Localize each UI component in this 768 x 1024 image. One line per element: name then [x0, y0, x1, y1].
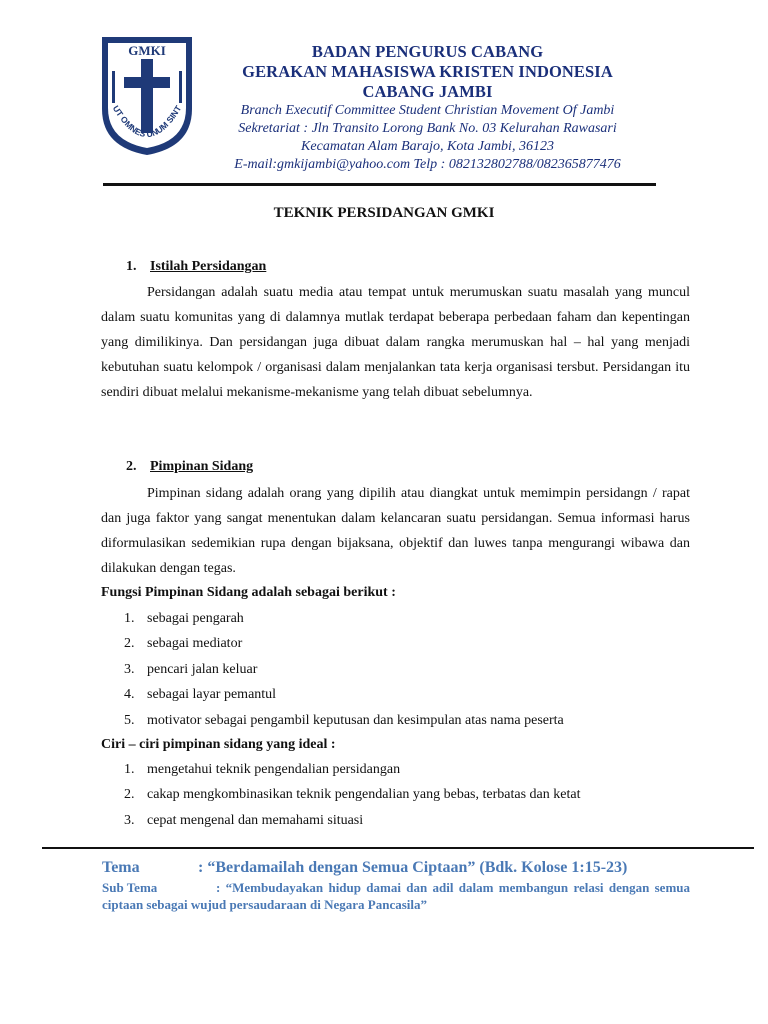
list-item: 5. motivator sebagai pengambil keputusan dan kesimpulan atas nama peserta	[124, 712, 564, 728]
section-2-heading	[126, 459, 253, 475]
logo-motto: UT OMNES UNUM SINT	[110, 103, 184, 140]
sub-line-1: Branch Executif Committee Student Christian Movement Of Jambi	[240, 103, 615, 118]
list-item: 2. cakap mengkombinasikan teknik pengendalian yang bebas, terbatas dan ketat	[124, 787, 581, 803]
ciri-title: Ciri – ciri pimpinan sidang yang ideal :	[101, 737, 336, 752]
list-item: 1. sebagai pengarah	[124, 611, 244, 626]
list-item: 3. pencari jalan keluar	[124, 661, 258, 677]
tema-label: Tema	[102, 859, 140, 876]
list-item: 1. mengetahui teknik pengendalian persidangan	[124, 762, 401, 777]
list-item: 2. sebagai mediator	[124, 636, 243, 652]
section-2-paragraph: Pimpinan sidang adalah orang yang dipilih atau diangkat untuk memimpin persidangn / rapat dan juga faktor yang sangat menentukan dalam kelancaran suatu persidangan. Semua informasi harus diformulasikan sedemikian rupa dengan bijaksana, objektif dan luwes tanpa mengurangi wibawa dan dilakukan dengan tegas.	[101, 486, 690, 576]
list-item: 4. sebagai layar pemantul	[124, 687, 277, 703]
org-line-1: BADAN PENGURUS CABANG	[311, 42, 544, 61]
section-2-title: Pimpinan Sidang	[150, 459, 254, 474]
section-1-paragraph: Persidangan adalah suatu media atau tempat untuk merumuskan suatu masalah yang muncul dalam suatu komunitas yang di dalamnya mutlak terdapat beberapa perbedaan faham dan kepentingan yang dimilikinya. Dan persidangan juga dibuat dalam rangka merumuskan hal – hal yang menjadi kebutuhan suatu kelompok / organisasi dalam menjalankan tata kerja organisasi tersbut. Persidangan itu sendiri dibuat melalui mekanisme-mekanisme yang telah dibuat sebelumnya.	[101, 285, 690, 400]
tema-text: : “Berdamailah dengan Semua Ciptaan” (Bdk. Kolose 1:15-23)	[198, 859, 628, 876]
sub-line-4: E-mail:gmkijambi@yahoo.com Telp : 082132802788/082365877476	[234, 157, 621, 172]
footer-tema	[102, 859, 627, 877]
section-1-title: Istilah Persidangan	[150, 259, 267, 274]
letterhead	[200, 42, 655, 174]
sub-line-2: Sekretariat : Jln Transito Lorong Bank No. 03 Kelurahan Rawasari	[238, 121, 617, 136]
fungsi-list	[124, 606, 564, 733]
list-item: 3. cepat mengenal dan memahami situasi	[124, 812, 364, 828]
ciri-list	[124, 757, 580, 833]
fungsi-title: Fungsi Pimpinan Sidang adalah sebagai berikut :	[101, 585, 396, 600]
org-line-2: GERAKAN MAHASISWA KRISTEN INDONESIA	[242, 62, 613, 81]
section-2-number: 2.	[126, 459, 137, 474]
document-title: TEKNIK PERSIDANGAN GMKI	[273, 205, 495, 221]
logo-top-text: GMKI	[128, 43, 166, 58]
subtema-text: : “Membudayakan hidup damai dan adil dalam membangun relasi dengan semua ciptaan sebagai wujud persaudaraan di Negara Pancasila”	[102, 880, 690, 912]
subtema-label: Sub Tema	[102, 880, 158, 895]
section-1-number: 1.	[126, 259, 137, 274]
org-line-3: CABANG JAMBI	[362, 82, 493, 101]
footer-divider	[42, 847, 754, 849]
sub-line-3: Kecamatan Alam Barajo, Kota Jambi, 36123	[301, 139, 554, 154]
gmki-logo	[98, 35, 196, 157]
header-divider	[103, 183, 656, 186]
footer-subtema	[102, 879, 690, 913]
section-1-heading	[126, 259, 266, 275]
